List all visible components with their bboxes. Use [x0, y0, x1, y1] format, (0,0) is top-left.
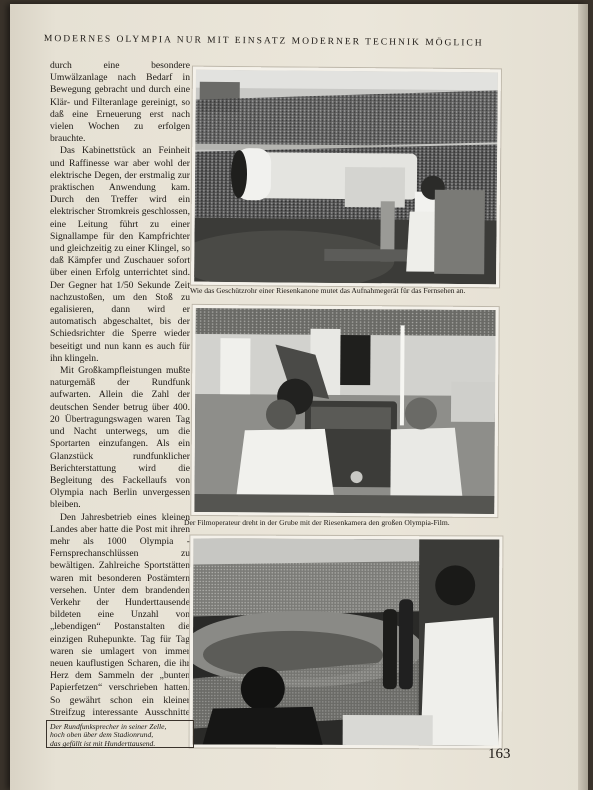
running-head: MODERNES OLYMPIA NUR MIT EINSATZ MODERNER TECHNIK MÖGLICH [43, 34, 484, 49]
caption-line: das gefüllt ist mit Hunderttausend. [50, 738, 156, 748]
photo-radio-announcer-image [193, 538, 500, 745]
photo-film-camera-image [194, 308, 495, 514]
photo-film-camera [191, 305, 498, 517]
paragraph: Den Jahresbetrieb eines kleinen Landes aber hatte die Post mit ihren mehr als 1000 Olympia - Fernsprechanschlüssen zu bewältigen. Zahlreiche Sportstätten waren mit besonderen Postämtern versehen. Unter dem brandenden Verkehr der Hunderttausende bildeten eine Unzahl von „lebendigen“ Postanstalten die einzigen Ruhepunkte. Tag für Tag waren sie umlagert von immer neuen kauflustigen Scharen, die ihr Herz dem Sammeln der „bunten Papierfetzen“ verschrieben hatten. So gewährt schon ein kleiner Streifzug interessante Ausschnitte [50, 511, 190, 718]
paragraph: Das Kabinettstück an Feinheit und Raffinesse war aber wohl der elektrische Degen, der erstmalig zur praktischen Anwendung kam. Durch den Treffer wird ein elektrischer Stromkreis geschlossen, eine Leitung führt zu einer Signallampe für den Kampfrichter und gleichzeitig zu einer Klingel, so daß Kämpfer und Zuschauer sofort über einen Erfolg unterrichtet sind. Der Gegner hat 1/50 Sekunde Zeit nachzustoßen, um den Stoß zu egalisieren, dann wird er automatisch abgeschaltet, bis der Schiedsrichter die Sperre wieder beseitigt und nun kann es auch für ihn klingeln. [50, 145, 190, 364]
page-edge [578, 4, 588, 790]
paragraph: durch eine besondere Umwälzanlage nach Bedarf in Bewegung gebracht und durch eine Klär- und Filteranlage gereinigt, so daß eine Erneuerung erst nach vielen Wochen zu erfolgen brauchte. [50, 60, 190, 145]
body-text-column [50, 60, 190, 720]
paragraph: Mit Großkampfleistungen mußte naturgemäß der Rundfunk aufwarten. Allein die Zahl der deutschen Sender betrug über 400. 20 Übertragungswagen waren Tag und Nacht unterwegs, um die Sportarten einzufangen. Als ein Glanzstück rundfunklicher Berichterstattung wird die Begleitung des Fackellaufs von Olympia nach Berlin unvergessen bleiben. [50, 365, 190, 511]
caption-line: hoch oben über dem Stadionrund, [50, 730, 154, 740]
photo-television-camera [191, 67, 501, 288]
caption-line: Der Rundfunksprecher in seiner Zelle, [50, 722, 167, 731]
caption-photo-2: Der Filmoperateur dreht in der Grube mit der Riesenkamera den großen Olympia-Film. [184, 518, 450, 527]
book-page [10, 4, 588, 790]
photo-radio-announcer [190, 535, 503, 748]
caption-photo-3 [46, 720, 194, 748]
photo-television-camera-image [194, 70, 498, 285]
page-number: 163 [488, 746, 511, 762]
caption-photo-1: Wie das Geschützrohr einer Riesenkanone mutet das Aufnahmegerät für das Fernsehen an. [190, 286, 466, 295]
